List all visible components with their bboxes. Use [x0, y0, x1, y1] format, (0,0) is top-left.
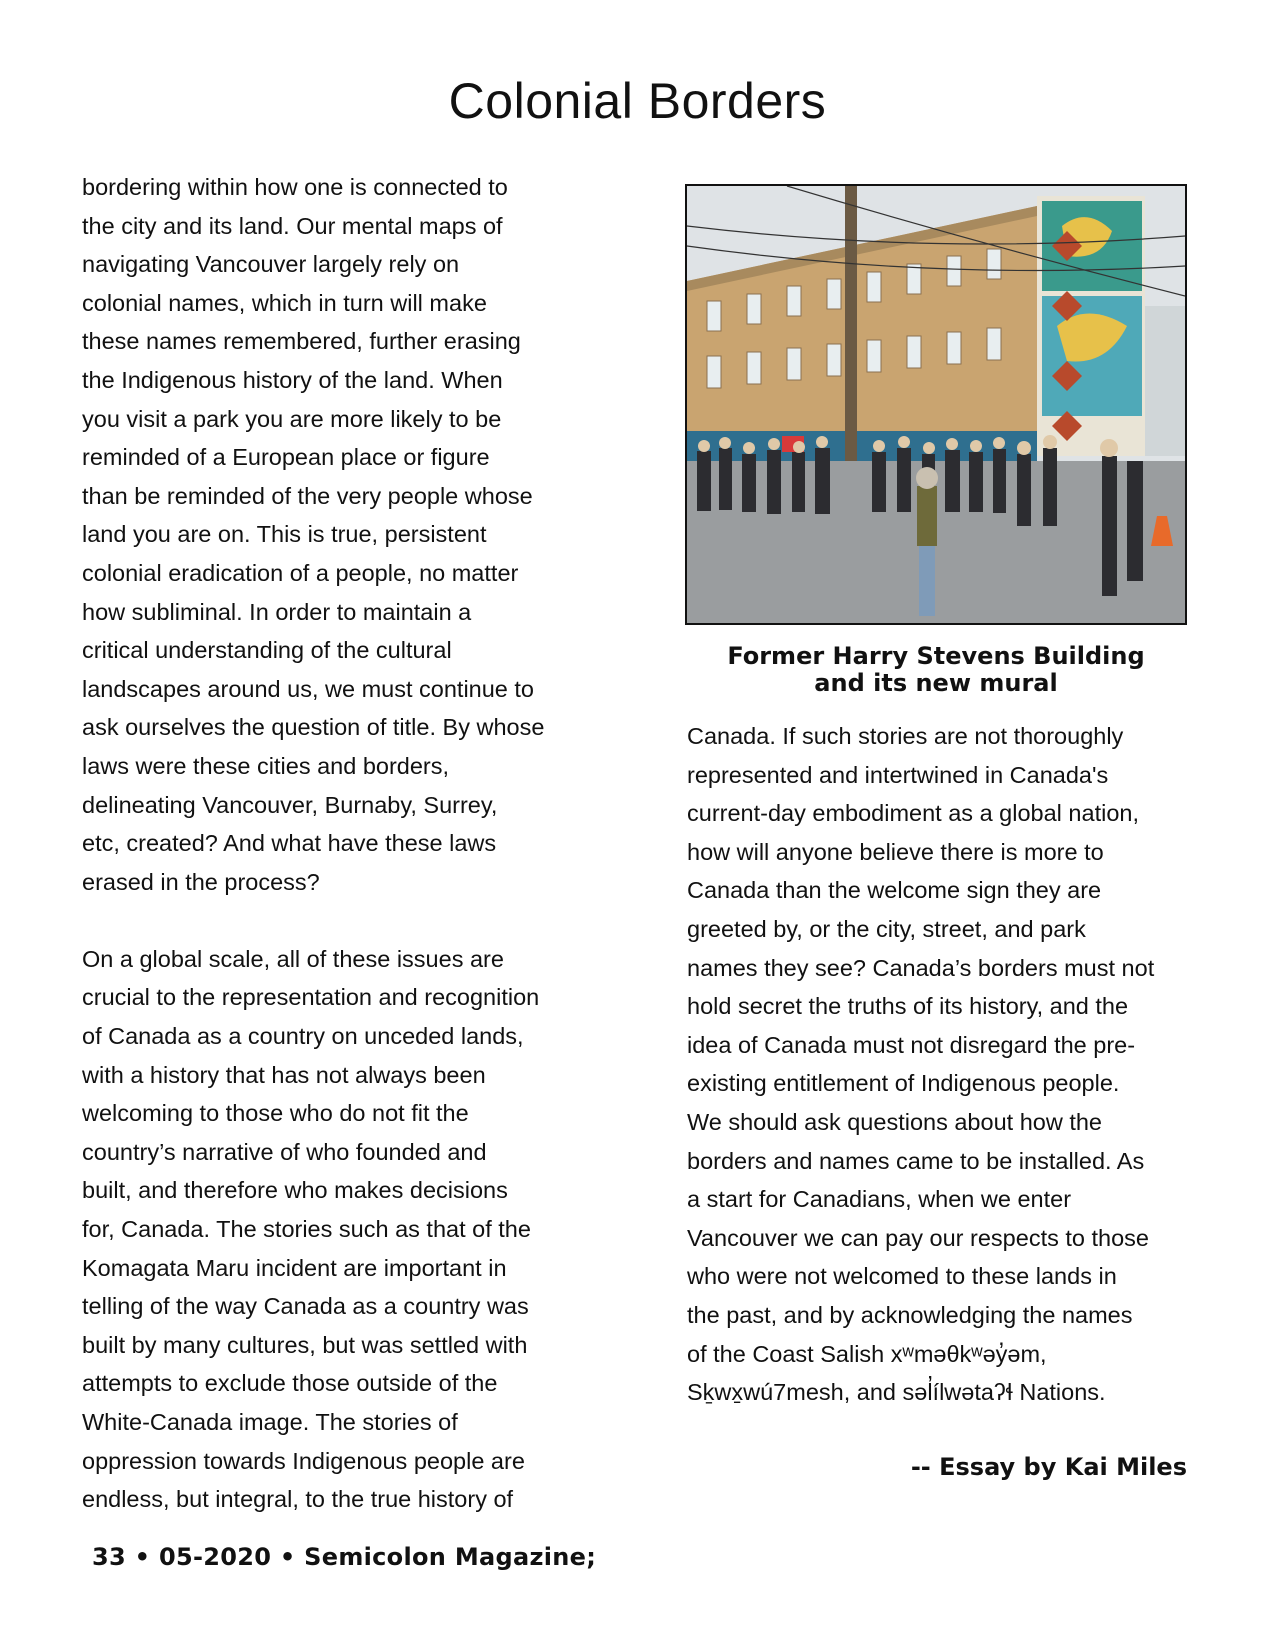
caption-line-2: and its new mural [814, 669, 1058, 697]
essay-byline: -- Essay by Kai Miles [910, 1453, 1187, 1481]
left-paragraph-1: bordering within how one is connected to the city and its land. Our mental maps of navigating Vancouver largely rely on colonial names, which in turn will make these names remembered, further erasing the Indigenous history of the land. When you visit a park you are more likely to be reminded of a European place or figure than be reminded of the very people whose land you are on. This is true, persistent colonial eradication of a people, no matter how subliminal. In order to maintain a critical understanding of the cultural landscapes around us, we must continue to ask ourselves the question of title. By whose laws were these cities and borders, delineating Vancouver, Burnaby, Surrey, etc, created? And what have these laws erased in the process? [82, 174, 545, 895]
mural-photo [685, 184, 1187, 625]
mural-photo-illustration [687, 186, 1185, 623]
left-column [82, 168, 602, 1519]
left-paragraph-2: On a global scale, all of these issues are crucial to the representation and recognition of Canada as a country on unceded lands, with a history that has not always been welcoming to those who do not fit the country’s narrative of who founded and built, and therefore who makes decisions for, Canada. The stories such as that of the Komagata Maru incident are important in telling of the way Canada as a country was built by many cultures, but was settled with attempts to exclude those outside of the White-Canada image. The stories of oppression towards Indigenous people are endless, but integral, to the true history of [82, 945, 540, 1513]
caption-line-1: Former Harry Stevens Building [727, 642, 1145, 670]
right-column [687, 717, 1207, 1412]
figure-caption [685, 643, 1187, 697]
page-title: Colonial Borders [448, 73, 827, 129]
page-footer: 33 • 05-2020 • Semicolon Magazine; [92, 1543, 597, 1571]
right-paragraph: Canada. If such stories are not thoroughly represented and intertwined in Canada's current-day embodiment as a global nation, how will anyone believe there is more to Canada than the welcome sign they are greeted by, or the city, street, and park names they see? Canada’s borders must not hold secret the truths of its history, and the idea of Canada must not disregard the pre- existing entitlement of Indigenous people. We should ask questions about how the borders and names came to be installed. As a start for Canadians, when we enter Vancouver we can pay our respects to those who were not welcomed to these lands in the past, and by acknowledging the names of the Coast Salish xʷməθkʷəy̓əm, Sḵwx̱wú7mesh, and səl̓ílwətaʔɬ Nations. [687, 723, 1155, 1406]
